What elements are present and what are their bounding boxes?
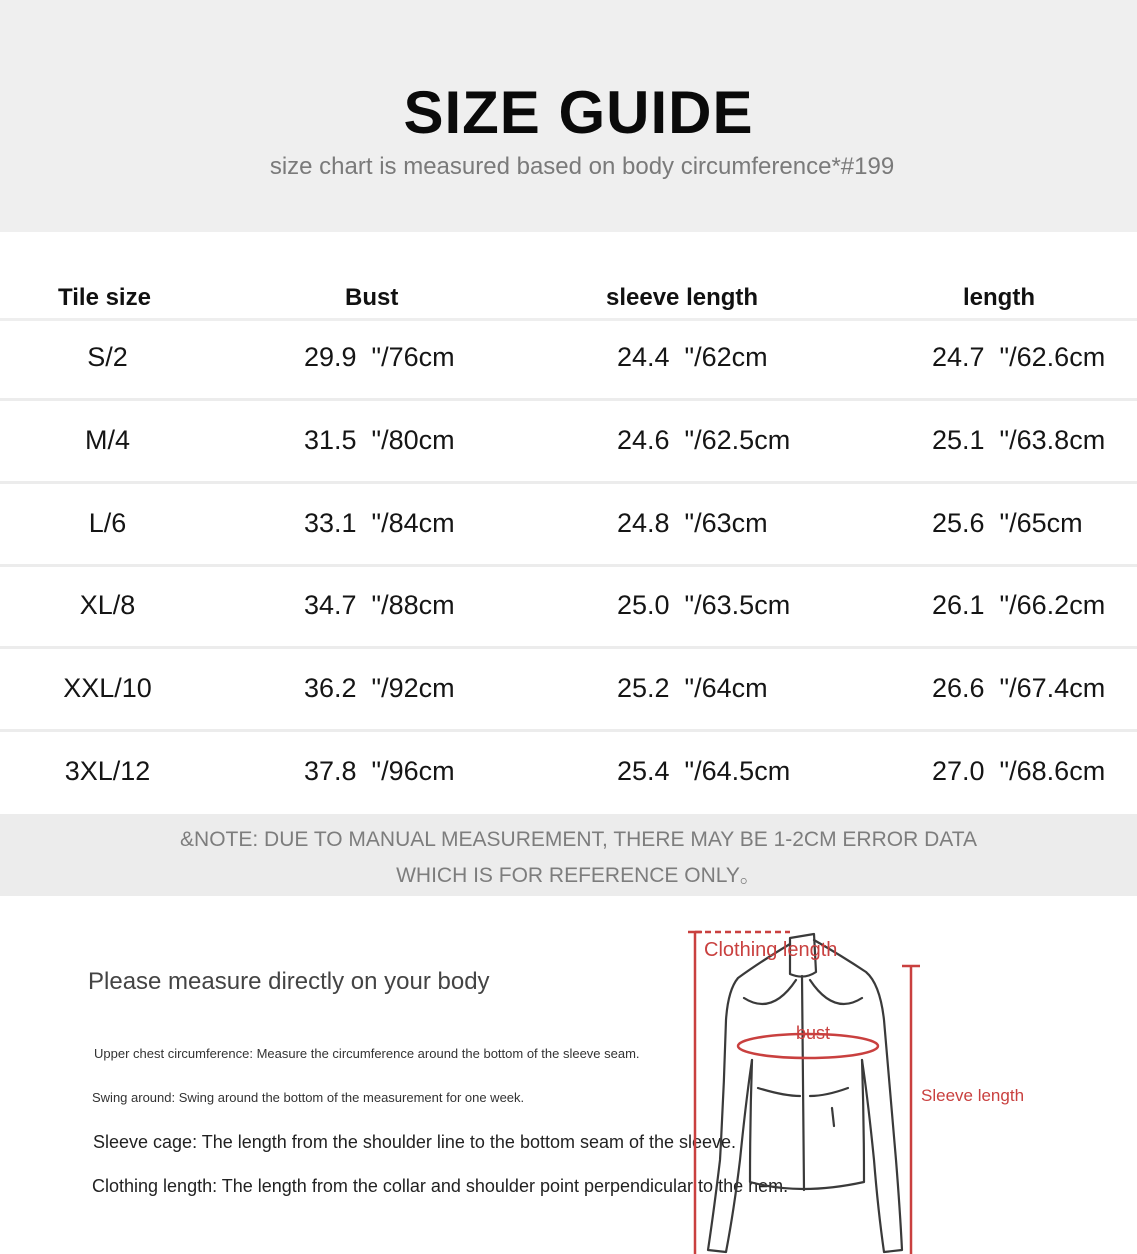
page-subtitle: size chart is measured based on body circumference*#199	[269, 153, 895, 180]
page-title: SIZE GUIDE	[403, 79, 754, 146]
bust-cell: 33.1 "/84cm	[304, 508, 455, 538]
upper-chest-instruction: Upper chest circumference: Measure the circumference around the bottom of the sleeve seam.	[94, 1046, 640, 1061]
length-cell: 26.6 "/67.4cm	[932, 673, 1106, 703]
length-cell: 25.6 "/65cm	[932, 508, 1083, 538]
sleeve-cell: 24.8 "/63cm	[617, 508, 768, 538]
length-cell: 27.0 "/68.6cm	[932, 756, 1106, 786]
clothing-length-label: Clothing length	[704, 939, 838, 961]
note-line-1: &NOTE: DUE TO MANUAL MEASUREMENT, THERE MAY BE 1-2CM ERROR DATA	[180, 828, 977, 851]
note-line-2: WHICH IS FOR REFERENCE ONLY。	[396, 864, 761, 887]
column-header-bust: Bust	[345, 284, 399, 311]
length-cell: 25.1 "/63.8cm	[932, 425, 1106, 455]
table-row	[0, 732, 1137, 812]
bust-cell: 31.5 "/80cm	[304, 425, 455, 455]
sleeve-cell: 24.6 "/62.5cm	[617, 425, 791, 455]
bust-cell: 29.9 "/76cm	[304, 342, 455, 372]
column-header-length: length	[963, 284, 1035, 311]
sleeve-cell: 25.0 "/63.5cm	[617, 590, 791, 620]
size-cell: M/4	[84, 425, 130, 455]
sleeve-cage-instruction: Sleeve cage: The length from the shoulder line to the bottom seam of the sleeve.	[93, 1132, 737, 1152]
column-header-sleeve-length: sleeve length	[606, 284, 759, 311]
jacket-illustration	[708, 934, 902, 1252]
sleeve-length-label: Sleeve length	[921, 1086, 1025, 1105]
bust-label: bust	[796, 1023, 831, 1043]
column-header-size: Tile size	[58, 284, 151, 311]
bust-cell: 34.7 "/88cm	[304, 590, 455, 620]
sleeve-cell: 24.4 "/62cm	[617, 342, 768, 372]
size-cell: S/2	[87, 342, 128, 372]
bust-cell: 36.2 "/92cm	[304, 673, 455, 703]
table-row	[0, 566, 1137, 649]
table-row	[0, 401, 1137, 484]
bust-cell: 37.8 "/96cm	[304, 756, 455, 786]
measurement-note	[0, 814, 1137, 896]
measure-heading: Please measure directly on your body	[88, 968, 490, 995]
size-cell: XL/8	[79, 590, 136, 620]
size-cell: L/6	[88, 508, 127, 538]
sleeve-cell: 25.2 "/64cm	[617, 673, 768, 703]
length-cell: 24.7 "/62.6cm	[932, 342, 1106, 372]
clothing-length-instruction: Clothing length: The length from the collar and shoulder point perpendicular to the hem.	[92, 1176, 789, 1196]
size-cell: XXL/10	[63, 673, 152, 703]
length-cell: 26.1 "/66.2cm	[932, 590, 1106, 620]
sleeve-cell: 25.4 "/64.5cm	[617, 756, 791, 786]
table-row	[0, 484, 1137, 567]
size-cell: 3XL/12	[64, 756, 151, 786]
table-row	[0, 318, 1137, 401]
table-header	[0, 232, 1137, 321]
header-banner	[0, 0, 1137, 232]
jacket-measurement-diagram	[680, 920, 1060, 1254]
table-row	[0, 649, 1137, 732]
swing-instruction: Swing around: Swing around the bottom of the measurement for one week.	[92, 1090, 525, 1105]
